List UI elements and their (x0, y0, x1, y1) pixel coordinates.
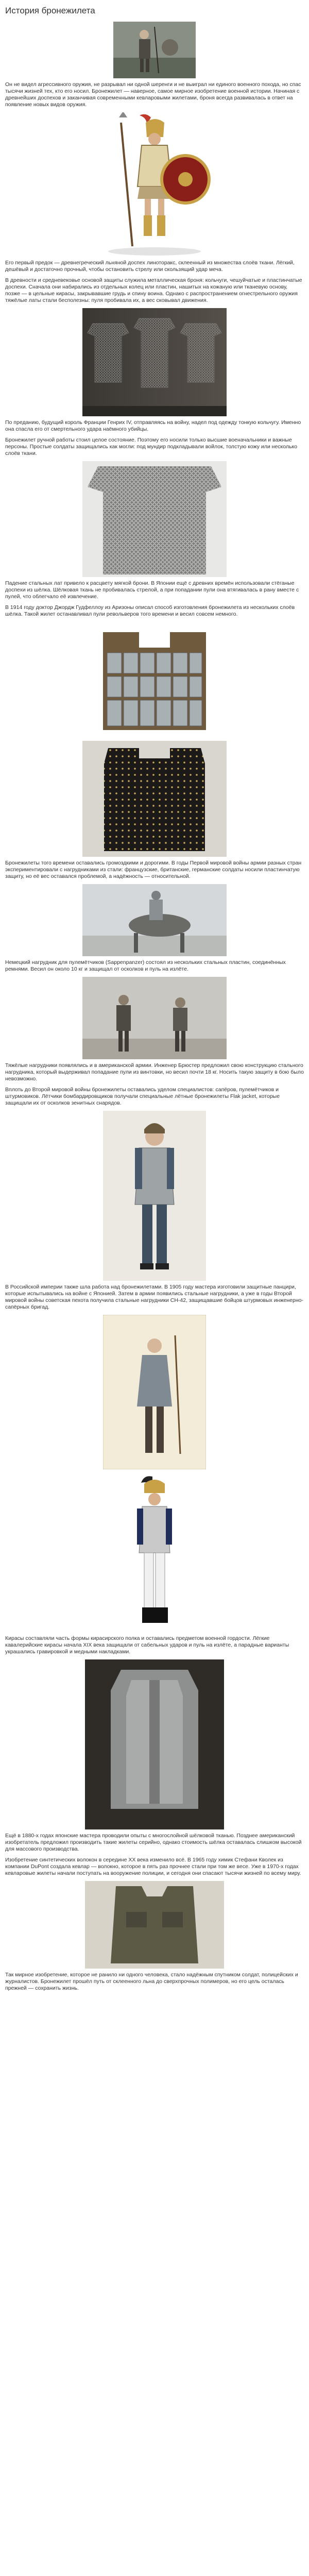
paragraph: Его первый предок — древнегреческий льняной доспех линоторакс, склеенный из множества слоёв ткани. Лёгкий, дешёвый и достаточно прочный, чтобы остановить стрелу или скользящий удар меча. (5, 260, 295, 273)
paragraph: Вплоть до Второй мировой войны бронежилеты оставались уделом специалистов: сапёров, пулемётчиков и штурмовиков. Лётчики бомбардировщиков получали специальные лётные бронежилеты Flak jacket, которые защищали их от осколков зенитных снарядов. (5, 1087, 280, 1106)
image-cuirass-mannequin (85, 1659, 224, 1829)
paragraph: Бронежилеты того времени оставались громоздкими и дорогими. В годы Первой мировой войны армии разных стран экспериментировали с нагрудниками из стали: французские, британские, германские солдаты носили пластинчатую защиту, но её вес оставался проблемой, а надёжность — относительной. (5, 860, 302, 879)
paragraph: В 1914 году доктор Джордж Гудфеллоу из Аризоны описал способ изготовления бронежилета из нескольких слоёв шёлка. Такой жилет останавливал пули револьверов того времени и весил совсем немного. (5, 604, 295, 617)
paragraph: Кирасы составляли часть формы кирасирского полка и оставались предметом военной гордости. Лёгкие кавалерийские кирасы начала XIX века защищали от сабельных ударов и пуль на излёте, а парадные варианты украшались гравировкой и медными накладками. (5, 1635, 289, 1655)
image-breastplate-soldier (103, 1111, 206, 1281)
paragraph: Изобретение синтетических волокон в середине XX века изменило всё. В 1965 году химик Стефани Кволек из компании DuPont создала кевлар — волокно, которое в пять раз прочнее стали при том же весе. Уже в 1970-х годах кевларовые жилеты начали поступать на вооружение полиции, и сегодня они спасают тысячи жизней по всему миру. (5, 1857, 301, 1876)
image-historical-drawing (103, 1315, 206, 1469)
image-hoplite (85, 112, 224, 257)
image-chainmail-closeup (82, 461, 227, 577)
image-cuirassier (103, 1472, 206, 1632)
paragraph: По преданию, будущий король Франции Генрих IV, отправляясь на войну, надел под одежду тонкую кольчугу. Именно она спасла его от смертельного удара наёмного убийцы. (5, 419, 301, 432)
image-lamellar-armor (82, 622, 227, 738)
post-title[interactable]: История бронежилета (5, 6, 95, 15)
paragraph: Тяжёлые нагрудники появлялись и в американской армии. Инженер Брюстер предложил свою конструкцию стального нагрудника, который выдерживал попадание пули из винтовки, но весил почти 18 кг. Носить такую защиту в бою было невозможно. (5, 1062, 304, 1082)
image-armor-test (82, 977, 227, 1059)
paragraph: В Российской империи также шла работа над бронежилетами. В 1905 году мастера изготовили защитные панцири, которые испытывались на войне с Японией. Затем в армии появились стальные нагрудники, а уже в годы Второй мировой войны советская пехота получила стальные нагрудники СН-42, защищавшие бойцов штурмовых инженерно-сапёрных бригад. (5, 1284, 303, 1310)
image-modern-vest (85, 1881, 224, 1969)
image-chainmail-shirts (82, 308, 227, 416)
image-studded-armor (82, 741, 227, 857)
image-steel-soldier (82, 884, 227, 956)
image-ancient-warrior (113, 22, 196, 78)
paragraph: Так мирное изобретение, которое не ранило ни одного человека, стало надёжным спутником солдат, полицейских и журналистов. Бронежилет прошёл путь от склеенного льна до сверхпрочных полимеров, но его цель осталась прежней — сохранить жизнь. (5, 1972, 298, 1991)
paragraph: Бронежилет ручной работы стоил целое состояние. Поэтому его носили только высшие военачальники и важные персоны. Простые солдаты защищались как могли: под мундир подкладывали войлок, толстую кожу или несколько слоёв ткани. (5, 437, 298, 456)
paragraph: Падение стальных лат привело к расцвету мягкой брони. В Японии ещё с древних времён использовали стёганые доспехи из шёлка. Шёлковая ткань не пробивалась стрелой, а при попадании пули она втягивалась в рану вместе с пулей, что облегчало её извлечение. (5, 580, 299, 600)
paragraph: Немецкий нагрудник для пулемётчиков (Sappenpanzer) состоял из нескольких стальных пластин, соединённых ремнями. Весил он около 10 кг и защищал от осколков и пуль на излёте. (5, 959, 286, 972)
paragraph: Ещё в 1880-х годах японские мастера проводили опыты с многослойной шёлковой тканью. Позднее американский изобретатель предложил производить такие жилеты серийно, однако стоимость шёлка оставалась слишком высокой для массового производства. (5, 1833, 302, 1852)
paragraph: Он не видел агрессивного оружия, не разрывал ни одной шеренги и не выиграл ни единого военного похода, но спас тысячи жизней тех, кто его носил. Бронежилет — наверное, самое мирное изобретение военной истории. Начиная с древнейших доспехов и заканчивая современными кевларовыми жилетами, броня всегда развивалась в ответ на появление новых видов оружия. (5, 81, 301, 108)
paragraph: В древности и средневековье основой защиты служила металлическая броня: кольчуги, чешуйчатые и пластинчатые доспехи. Сначала они набирались из отдельных колец или пластин, нашитых на кожаную или тканевую основу, позже — в цельные кирасы, закрывавшие грудь и спину воина. Однако с распространением огнестрельного оружия тяжёлые латы стали бесполезны: пуля пробивала их, а вес сковывал движения. (5, 277, 302, 303)
